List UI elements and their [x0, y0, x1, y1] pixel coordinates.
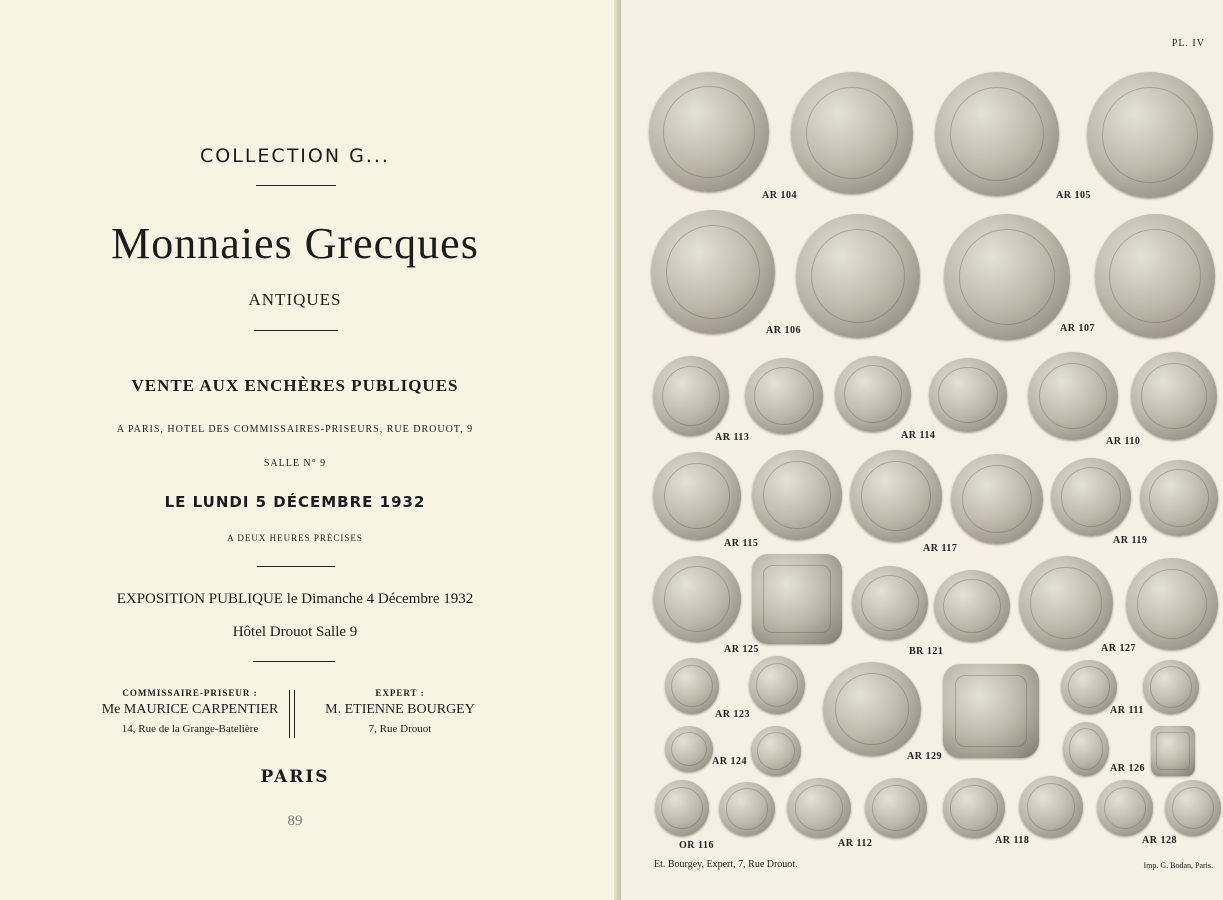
- coin-image: [1131, 352, 1217, 440]
- sale-date: LE LUNDI 5 DÉCEMBRE 1932: [164, 493, 426, 511]
- coin-image: [1028, 352, 1118, 440]
- coin-image: [951, 454, 1043, 544]
- coin-image: [1126, 558, 1218, 650]
- coin-image: [1097, 780, 1153, 836]
- sale-location: A PARIS, HOTEL DES COMMISSAIRES-PRISEURS, RUE DROUOT, 9: [116, 424, 474, 435]
- divider: [256, 185, 336, 186]
- auctioneer-block: [90, 688, 290, 735]
- coin-label: AR 125: [724, 644, 759, 655]
- coin-image: [1061, 660, 1117, 714]
- coin-image: [850, 450, 942, 542]
- coin-label: AR 111: [1110, 705, 1144, 716]
- coin-label: AR 123: [715, 709, 750, 720]
- divider: [257, 566, 335, 567]
- coin-label: AR 119: [1113, 535, 1148, 546]
- coin-image: [1051, 458, 1131, 536]
- coin-image: [749, 656, 805, 714]
- sale-time: A DEUX HEURES PRÉCISES: [227, 533, 363, 543]
- coin-image: [745, 358, 823, 434]
- coin-image: [665, 726, 713, 772]
- coin-label: AR 118: [995, 835, 1030, 846]
- coin-label: AR 114: [901, 430, 936, 441]
- coin-plate-page: [621, 0, 1223, 900]
- coin-image: [852, 566, 928, 640]
- coin-image: [751, 726, 801, 776]
- coin-label: AR 112: [838, 838, 873, 849]
- catalogue-subtitle: ANTIQUES: [248, 290, 342, 309]
- coin-label: AR 129: [907, 751, 942, 762]
- coin-image: [1140, 460, 1218, 536]
- coin-label: AR 124: [712, 756, 747, 767]
- coin-label: AR 128: [1142, 835, 1177, 846]
- coin-image: [1063, 722, 1109, 776]
- auctioneer-name: Me MAURICE CARPENTIER: [101, 702, 279, 717]
- plate-footer-left: Et. Bourgey, Expert, 7, Rue Drouot.: [654, 859, 798, 870]
- coin-image: [719, 782, 775, 836]
- plate-footer-right: Imp. G. Bodan, Paris.: [1143, 861, 1213, 870]
- page-number: 89: [287, 813, 303, 829]
- coin-image: [1019, 776, 1083, 838]
- coin-label: AR 107: [1060, 323, 1095, 334]
- auctioneer-role: COMMISSAIRE-PRISEUR :: [122, 688, 258, 698]
- expert-address: 7, Rue Drouot: [368, 723, 432, 735]
- catalogue-title: Monnaies Grecques: [111, 219, 479, 268]
- coin-image: [929, 358, 1007, 432]
- divider: [253, 661, 335, 662]
- coin-image: [651, 210, 775, 334]
- coin-label: BR 121: [909, 646, 944, 657]
- expert-block: [310, 688, 490, 735]
- coin-image: [655, 780, 709, 836]
- column-separator: [289, 690, 290, 738]
- coin-image: [1165, 780, 1221, 836]
- sale-room: SALLE N° 9: [263, 458, 327, 469]
- coin-image: [752, 450, 842, 540]
- coin-image: [1087, 72, 1213, 198]
- exhibition-notice: EXPOSITION PUBLIQUE le Dimanche 4 Décembre 1932: [116, 591, 474, 607]
- coin-label: AR 106: [766, 325, 801, 336]
- coin-label: AR 127: [1101, 643, 1136, 654]
- coin-image: [787, 778, 851, 838]
- coin-label: AR 117: [923, 543, 958, 554]
- coin-image: [752, 554, 842, 644]
- coin-image: [943, 664, 1039, 758]
- coin-label: OR 116: [679, 840, 714, 851]
- coin-image: [865, 778, 927, 838]
- collection-heading: COLLECTION G...: [200, 145, 390, 167]
- city: PARIS: [260, 767, 330, 787]
- coin-image: [653, 452, 741, 540]
- coin-image: [1019, 556, 1113, 650]
- divider: [254, 330, 338, 331]
- coin-label: AR 126: [1110, 763, 1145, 774]
- coin-image: [1143, 660, 1199, 714]
- coin-image: [796, 214, 920, 338]
- coin-label: AR 104: [762, 190, 797, 201]
- coin-image: [1095, 214, 1215, 338]
- coin-image: [934, 570, 1010, 642]
- coin-label: AR 110: [1106, 436, 1141, 447]
- coin-image: [665, 658, 719, 714]
- coin-image: [935, 72, 1059, 196]
- coin-label: AR 105: [1056, 190, 1091, 201]
- coin-image: [653, 556, 741, 642]
- coin-image: [653, 356, 729, 436]
- coin-label: AR 115: [724, 538, 759, 549]
- coin-image: [1151, 726, 1195, 776]
- expert-name: M. ETIENNE BOURGEY: [325, 702, 475, 717]
- coin-image: [649, 72, 769, 192]
- sale-heading: VENTE AUX ENCHÈRES PUBLIQUES: [131, 376, 459, 395]
- coin-image: [823, 662, 921, 756]
- coin-image: [791, 72, 913, 194]
- coin-label: AR 113: [715, 432, 750, 443]
- column-separator: [294, 690, 295, 738]
- coin-image: [943, 778, 1005, 838]
- exhibition-place: Hôtel Drouot Salle 9: [232, 624, 358, 640]
- plate-number: PL. IV: [1171, 38, 1205, 49]
- expert-role: EXPERT :: [375, 688, 425, 698]
- coin-image: [835, 356, 911, 432]
- auctioneer-address: 14, Rue de la Grange-Batelière: [121, 723, 259, 735]
- coin-image: [944, 214, 1070, 340]
